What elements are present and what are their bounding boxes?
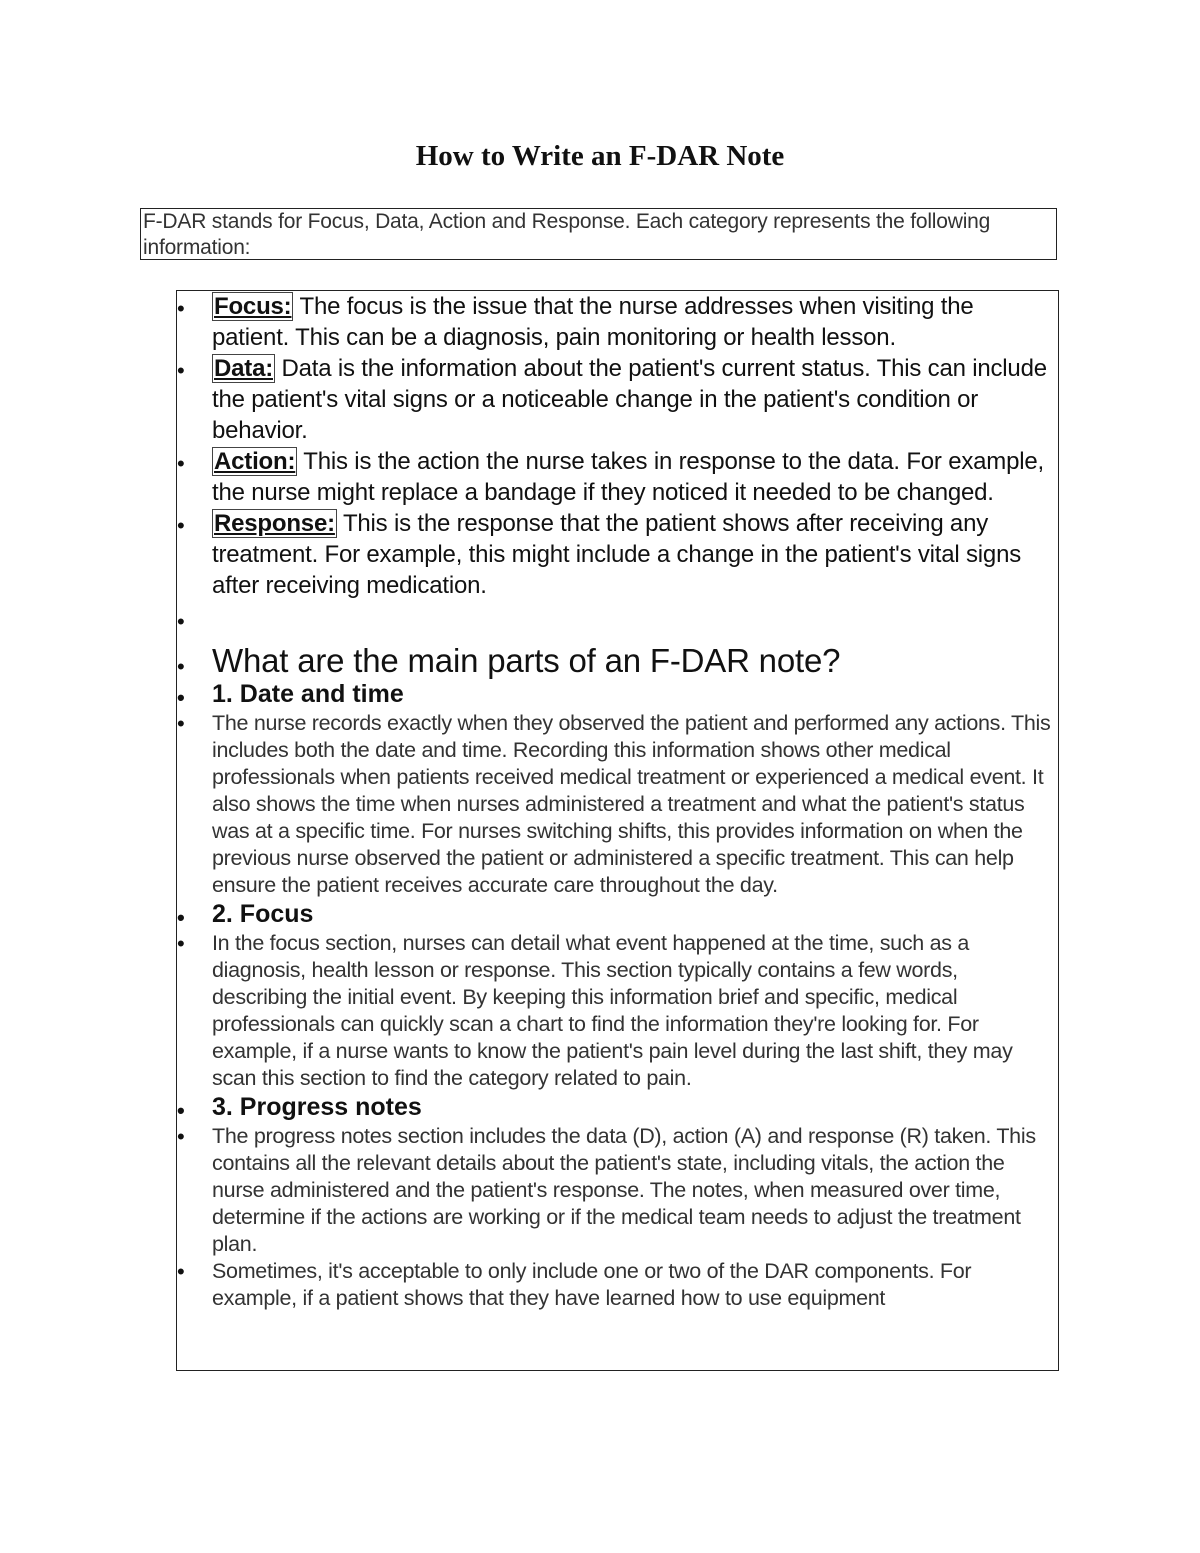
- definition-text: The focus is the issue that the nurse addresses when visiting the patient. This can be a diagnosis, pain monitoring or health lesson.: [212, 293, 974, 351]
- part-paragraph: [177, 1258, 1058, 1312]
- definition-term: Focus:: [214, 293, 292, 320]
- bullet-icon: •: [177, 513, 185, 538]
- bullet-icon: •: [177, 451, 185, 476]
- section-heading-text: What are the main parts of an F-DAR note?: [212, 642, 841, 679]
- bullet-icon: •: [177, 358, 185, 383]
- definition-text: Data is the information about the patient's current status. This can include the patient's vital signs or a noticeable change in the patient's condition or behavior.: [212, 355, 1047, 444]
- part-heading: [177, 1092, 1058, 1123]
- bullet-icon: •: [177, 296, 185, 321]
- section-heading: [177, 643, 1058, 679]
- part-paragraph: [177, 1123, 1058, 1258]
- intro-text-box: [140, 208, 1057, 260]
- intro-text: F-DAR stands for Focus, Data, Action and Response. Each category represents the following information:: [143, 210, 991, 259]
- bullet-icon: •: [177, 609, 185, 634]
- content-box: [176, 290, 1059, 1371]
- definition-focus: [177, 291, 1058, 353]
- definition-data: [177, 353, 1058, 446]
- part-paragraph-text: The nurse records exactly when they observed the patient and performed any actions. This includes both the date and time. Recording this information shows other medical professionals when patients received medical treatment or experienced a medical event. It also shows the time when nurses administered a treatment and what the patient's status was at a specific time. For nurses switching shifts, this provides information on when the previous nurse observed the patient or administered a specific treatment. This can help ensure the patient receives accurate care throughout the day.: [212, 711, 1051, 897]
- document-title: How to Write an F-DAR Note: [415, 140, 785, 172]
- part-heading-text: 3. Progress notes: [212, 1093, 422, 1121]
- definition-action: [177, 446, 1058, 508]
- bullet-icon: •: [177, 931, 185, 956]
- part-paragraph: [177, 930, 1058, 1092]
- bullet-icon: •: [177, 654, 185, 679]
- definition-response: [177, 508, 1058, 601]
- part-heading-text: 1. Date and time: [212, 680, 404, 708]
- bullet-icon: •: [177, 685, 185, 710]
- part-paragraph-text: Sometimes, it's acceptable to only include one or two of the DAR components. For example, if a patient shows that they have learned how to use equipment: [212, 1259, 972, 1310]
- definition-term: Data:: [214, 355, 274, 382]
- definition-term: Action:: [214, 448, 296, 475]
- part-paragraph-text: The progress notes section includes the data (D), action (A) and response (R) taken. This contains all the relevant details about the patient's state, including vitals, the action the nurse administered and the patient's response. The notes, when measured over time, determine if the actions are working or if the medical team needs to adjust the treatment plan.: [212, 1124, 1036, 1256]
- part-heading-text: 2. Focus: [212, 900, 314, 928]
- bullet-icon: •: [177, 711, 185, 736]
- bullet-icon: •: [177, 1124, 185, 1149]
- definition-text: This is the action the nurse takes in response to the data. For example, the nurse might replace a bandage if they noticed it needed to be changed.: [212, 448, 1044, 506]
- empty-list-item: [177, 601, 1058, 641]
- part-paragraph-text: In the focus section, nurses can detail what event happened at the time, such as a diagnosis, health lesson or response. This section typically contains a few words, describing the initial event. By keeping this information brief and specific, medical professionals can quickly scan a chart to find the information they're looking for. For example, if a nurse wants to know the patient's pain level during the last shift, they may scan this section to find the category related to pain.: [212, 931, 1013, 1090]
- bullet-list: [177, 291, 1058, 1312]
- part-heading: [177, 899, 1058, 930]
- part-heading: [177, 679, 1058, 710]
- bullet-icon: •: [177, 1259, 185, 1284]
- bullet-icon: •: [177, 905, 185, 930]
- definition-term: Response:: [214, 510, 335, 537]
- definition-text: This is the response that the patient shows after receiving any treatment. For example, this might include a change in the patient's vital signs after receiving medication.: [212, 510, 1022, 599]
- part-paragraph: [177, 710, 1058, 899]
- bullet-icon: •: [177, 1098, 185, 1123]
